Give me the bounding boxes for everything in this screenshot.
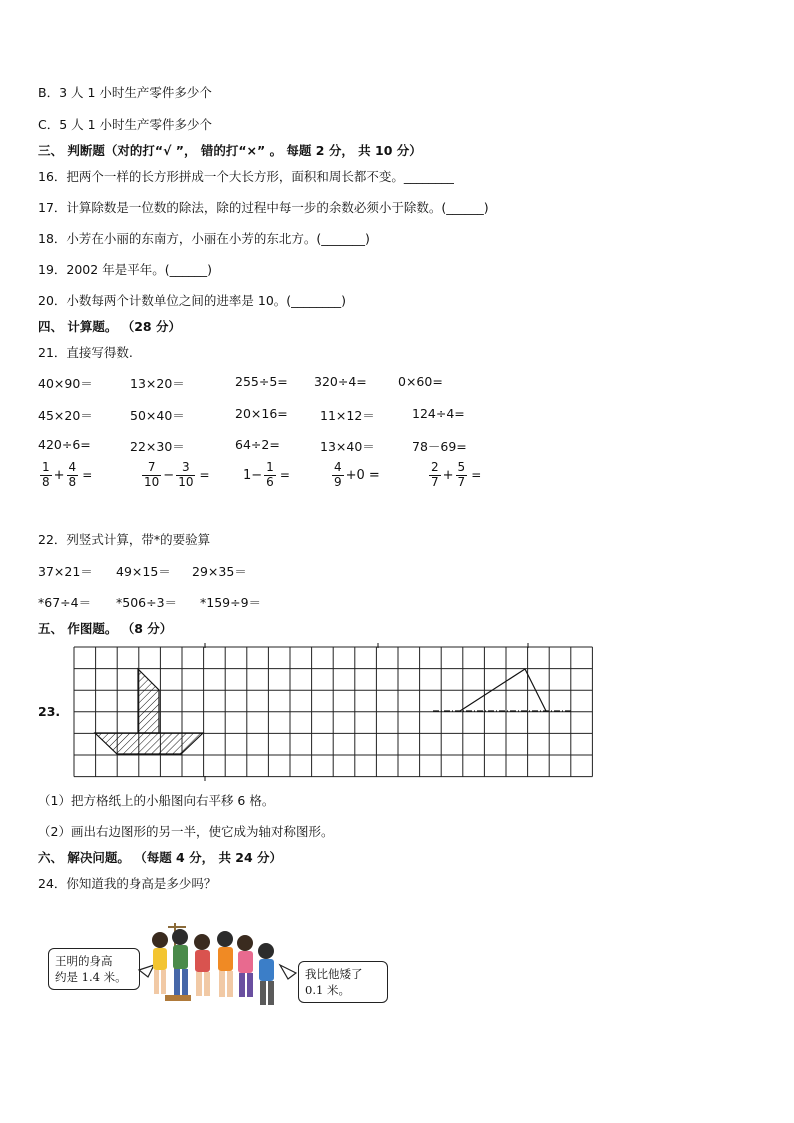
children-illustration [120, 915, 310, 1020]
calc-item: *159÷9＝ [200, 595, 262, 610]
equals: = [199, 468, 210, 483]
calc-item: 20×16= [235, 406, 288, 421]
section-5-heading: 五、 作图题。 （8 分） [38, 621, 173, 636]
bubble-text: 约是 1.4 米。 [55, 970, 127, 984]
calc-item: 420÷6= [38, 437, 91, 452]
question-23-label: 23. [38, 704, 61, 719]
question-18: 18．小芳在小丽的东南方，小丽在小芳的东北方。(_______) [38, 231, 370, 246]
question-22-title: 22．列竖式计算，带*的要验算 [38, 532, 211, 547]
calc-item: *67÷4＝ [38, 595, 92, 610]
operator: 1− [243, 467, 263, 483]
calc-item: 124÷4= [412, 406, 465, 421]
calc-item: 49×15＝ [116, 564, 171, 579]
calc-item: 13×40＝ [320, 439, 375, 454]
question-16: 16．把两个一样的长方形拼成一个大长方形，面积和周长都不变。________ [38, 169, 454, 184]
fraction: $\frac{1}{6}$ [266, 460, 274, 489]
equals: = [82, 468, 93, 483]
speech-bubble-right [298, 961, 388, 1003]
operator: − [163, 467, 175, 483]
equals: = [279, 468, 290, 483]
calc-item: 40×90＝ [38, 376, 93, 391]
calc-item: 22×30＝ [130, 439, 185, 454]
bubble-text: 0.1 米。 [305, 983, 350, 997]
calc-item: 255÷5= [235, 374, 288, 389]
calc-item: 64÷2= [235, 437, 280, 452]
operator: +0 = [345, 467, 380, 483]
question-21-title: 21．直接写得数. [38, 345, 133, 360]
calc-item: 0×60= [398, 374, 443, 389]
operator: + [53, 467, 65, 483]
question-20: 20．小数每两个计数单位之间的进率是 10。(________) [38, 293, 347, 308]
fraction: $\frac{1}{8}$ [42, 460, 50, 489]
bubble-text: 王明的身高 [55, 954, 113, 968]
option-c: C．5 人 1 小时生产零件多少个 [38, 117, 213, 132]
calc-item: 45×20＝ [38, 408, 93, 423]
fraction: $\frac{2}{7}$ [431, 460, 439, 489]
section-3-heading: 三、 判断题（对的打“√ ”， 错的打“×” 。 每题 2 分， 共 10 分） [38, 143, 422, 158]
bubble-text: 我比他矮了 [305, 967, 363, 981]
question-19: 19．2002 年是平年。(______) [38, 262, 212, 277]
question-17: 17．计算除数是一位数的除法，除的过程中每一步的余数必须小于除数。(______) [38, 200, 489, 215]
calc-item: *506÷3＝ [116, 595, 178, 610]
fraction: $\frac{3}{10}$ [178, 460, 194, 489]
calc-item: 13×20＝ [130, 376, 185, 391]
question-23-sub-2: （2）画出右边图形的另一半，使它成为轴对称图形。 [38, 824, 334, 839]
calc-item: 50×40＝ [130, 408, 185, 423]
fraction: $\frac{4}{9}$ [334, 460, 342, 489]
calc-item: 37×21＝ [38, 564, 93, 579]
operator: + [442, 467, 454, 483]
option-b: B．3 人 1 小时生产零件多少个 [38, 85, 212, 100]
calc-item: 78－69= [412, 439, 467, 454]
equals: = [471, 468, 482, 483]
fraction: $\frac{4}{8}$ [68, 460, 77, 489]
section-6-heading: 六、 解决问题。 （每题 4 分， 共 24 分） [38, 850, 283, 865]
section-4-heading: 四、 计算题。 （28 分） [38, 319, 181, 334]
question-24: 24．你知道我的身高是多少吗？ [38, 876, 217, 891]
calc-item: 320÷4= [314, 374, 367, 389]
calc-item: 11×12＝ [320, 408, 375, 423]
fraction: $\frac{7}{10}$ [144, 460, 160, 489]
question-23-sub-1: （1）把方格纸上的小船图向右平移 6 格。 [38, 793, 275, 808]
calc-item: 29×35＝ [192, 564, 247, 579]
fraction: $\frac{5}{7}$ [457, 460, 466, 489]
